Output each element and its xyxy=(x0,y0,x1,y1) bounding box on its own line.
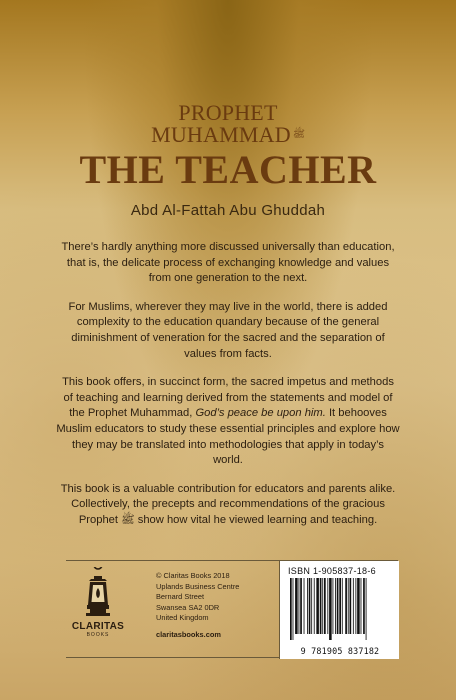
lantern-icon xyxy=(83,567,113,619)
title-muhammad-text: MUHAMMAD xyxy=(151,122,291,147)
blurb xyxy=(0,240,456,542)
title-line-the-teacher: THE TEACHER xyxy=(79,147,377,192)
blurb-paragraph-1: There’s hardly anything more discussed universally than education, that is, the delicate process of exchanging knowledge and values from one generation to the next. xyxy=(61,241,395,285)
honorific-glyph: ﷺ xyxy=(292,129,305,140)
address-line-2: Bernard Street xyxy=(156,592,205,602)
publisher-logo xyxy=(70,567,126,653)
author-name: Abd Al-Fattah Abu Ghuddah xyxy=(130,202,326,219)
blurb-p3-salutation: God’s peace be upon him. xyxy=(195,407,326,420)
copyright-line: © Claritas Books 2018 xyxy=(156,571,230,580)
isbn-barcode-box xyxy=(279,561,399,659)
logo-name: CLARITAS xyxy=(71,621,125,632)
logo-subtitle: BOOKS xyxy=(86,632,110,638)
website-link[interactable]: claritasbooks.com xyxy=(156,629,221,639)
blurb-p3-start: This book offers, in succinct form, the sacred impetus and methods of teaching and learning derived from the statements and model of the Prophet Muhammad, xyxy=(62,376,394,420)
blurb-p4-end: show how vital he viewed learning and teaching. xyxy=(137,513,378,526)
blurb-paragraph-2: For Muslims, wherever they may live in the world, there is added complexity to the education quandary because of the general diminishment of veneration for the sacred and the separation of values from facts. xyxy=(68,300,388,360)
blurb-paragraph-4 xyxy=(0,482,456,529)
blurb-p4-honorific: ﷺ xyxy=(121,513,135,526)
title-line-prophet: PROPHET xyxy=(178,100,278,125)
blurb-paragraph-3 xyxy=(0,375,456,469)
blurb-p4-start: This book is a valuable contribution for educators and parents alike. Collectively, the precepts and recommendations of the gracious Prophet xyxy=(60,482,396,526)
barcode-icon xyxy=(288,578,392,640)
address-line-4: United Kingdom xyxy=(156,613,209,623)
title-block xyxy=(0,102,456,219)
barcode-number: 9 781905 837182 xyxy=(300,646,380,656)
address-line-1: Uplands Business Centre xyxy=(156,581,240,591)
address-line-3: Swansea SA2 0DR xyxy=(156,602,220,612)
publisher-footer xyxy=(66,560,398,658)
blurb-p3-end: It behooves Muslim educators to study these essential principles and explore how they may be translated into methodologies that apply in today’s world. xyxy=(56,407,400,467)
publisher-info xyxy=(156,571,239,641)
isbn-label: ISBN 1-905837-18-6 xyxy=(288,566,376,576)
title-line-muhammad xyxy=(0,124,456,146)
